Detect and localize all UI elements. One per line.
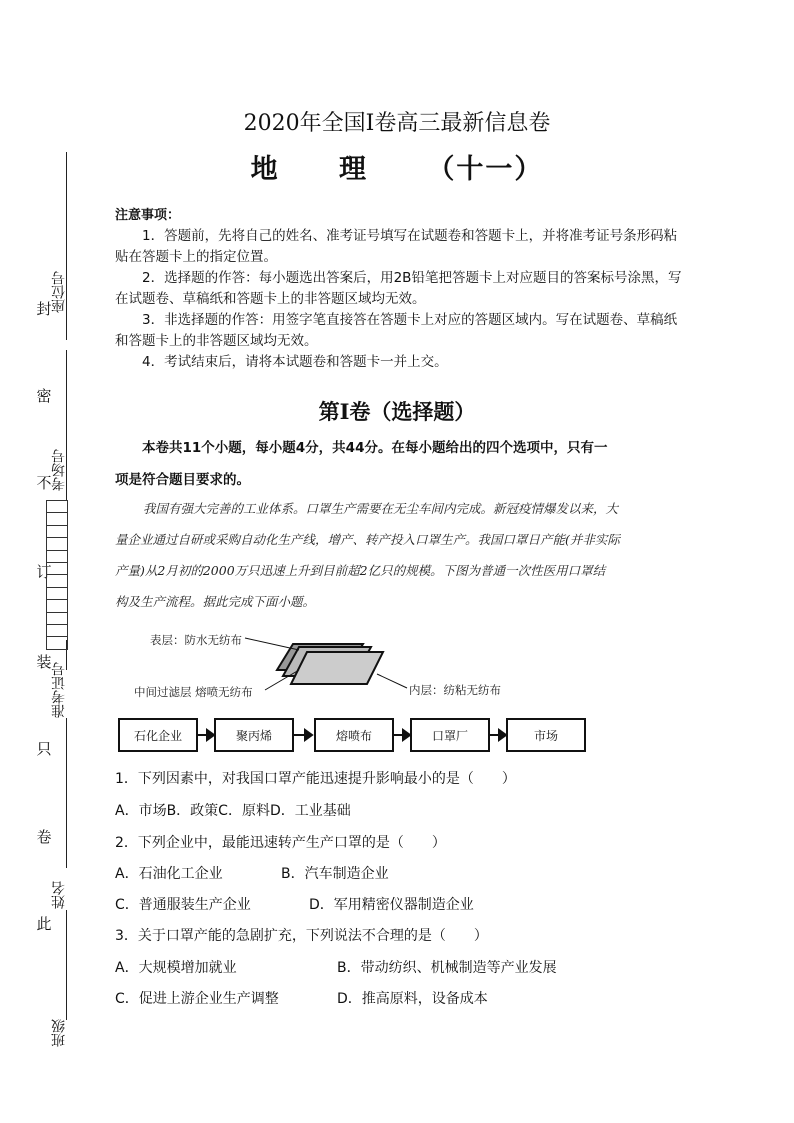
question-2-option-d: D．军用精密仪器制造企业 xyxy=(309,897,474,913)
arrow-3-head xyxy=(403,730,410,740)
question-2-option-a: A．石油化工企业 xyxy=(115,866,223,882)
subject-title xyxy=(0,147,794,186)
class-label: 班级 xyxy=(51,1019,67,1047)
seal-char: 密 xyxy=(36,387,52,405)
leader-line-inner xyxy=(377,674,407,688)
notice-item-1: 1．答题前，先将自己的姓名、准考证号填写在试题卷和答题卡上，并将准考证号条形码粘贴在答题卡上的指定位置。 xyxy=(115,228,678,265)
seal-char: 卷 xyxy=(36,828,52,846)
subject-char-2: 理 xyxy=(339,154,368,185)
question-2-option-c: C．普通服装生产企业 xyxy=(115,897,251,913)
admission-number-label: 准考证号 xyxy=(51,662,67,718)
exam-room-label: 考场号 xyxy=(51,449,67,491)
flow-step-polypropylene: 聚丙烯 xyxy=(214,718,294,752)
seal-char: 订 xyxy=(36,563,52,581)
seal-char: 此 xyxy=(36,915,52,933)
name-label: 姓名 xyxy=(51,881,67,909)
leader-line-top xyxy=(245,638,299,650)
flow-step-mask-factory: 口罩厂 xyxy=(410,718,490,752)
subject-number: （十一） xyxy=(427,154,544,185)
question-1-options: A．市场B．政策C．原料D．工业基础 xyxy=(115,803,351,819)
layer-inner-label: 内层：纺粘无纺布 xyxy=(409,683,501,697)
layer-top-label: 表层：防水无纺布 xyxy=(150,633,242,647)
seal-char: 封 xyxy=(36,300,52,318)
fabric-layer-front xyxy=(291,652,383,684)
arrow-2-head xyxy=(305,730,312,740)
passage-line-4: 构及生产流程。据此完成下面小题。 xyxy=(115,594,316,609)
section-intro-line-2: 项是符合题目要求的。 xyxy=(115,472,250,488)
exam-title: 2020年全国Ⅰ卷高三最新信息卷 xyxy=(243,111,551,136)
flow-step-petrochemical: 石化企业 xyxy=(118,718,198,752)
question-1-stem: 1．下列因素中，对我国口罩产能迅速提升影响最小的是（ ） xyxy=(115,771,516,787)
question-3-option-a: A．大规模增加就业 xyxy=(115,960,237,976)
section-title: 第Ⅰ卷（选择题） xyxy=(318,399,476,424)
binding-line-5 xyxy=(66,910,67,1020)
question-3-option-d: D．推高原料，设备成本 xyxy=(337,991,488,1007)
question-2-stem: 2．下列企业中，最能迅速转产生产口罩的是（ ） xyxy=(115,835,446,851)
notice-item-3: 3．非选择题的作答：用签字笔直接答在答题卡上对应的答题区域内。写在试题卷、草稿纸和答题卡上的非答题区域均无效。 xyxy=(115,312,678,349)
fabric-layers xyxy=(277,644,383,684)
seat-number-label: 座位号 xyxy=(51,271,67,313)
notice-heading: 注意事项： xyxy=(115,208,181,223)
flow-arrows xyxy=(115,718,585,752)
question-3-stem: 3．关于口罩产能的急剧扩充，下列说法不合理的是（ ） xyxy=(115,928,488,944)
layer-middle-label: 中间过滤层 熔喷无纺布 xyxy=(134,685,253,699)
passage-line-2: 量企业通过自研或采购自动化生产线，增产、转产投入口罩生产。我国口罩日产能(并非实际 xyxy=(115,532,620,547)
flow-step-market: 市场 xyxy=(506,718,586,752)
notice-item-4: 4．考试结束后，请将本试题卷和答题卡一并上交。 xyxy=(142,354,448,370)
seal-char: 只 xyxy=(36,740,52,758)
seal-char: 装 xyxy=(36,653,52,671)
question-3-option-b: B．带动纺织、机械制造等产业发展 xyxy=(337,960,557,976)
binding-line-4 xyxy=(66,718,67,868)
question-2-option-b: B．汽车制造企业 xyxy=(281,866,389,882)
section-intro-line-1: 本卷共11个小题，每小题4分，共44分。在每小题给出的四个选项中，只有一 xyxy=(142,440,608,456)
passage-line-3: 产量)从2月初的2000万只迅速上升到目前超2亿只的规模。下图为普通一次性医用口罩结 xyxy=(115,563,606,578)
passage-line-1: 我国有强大完善的工业体系。口罩生产需要在无尘车间内完成。新冠疫情爆发以来，大 xyxy=(143,501,619,516)
question-3-option-c: C．促进上游企业生产调整 xyxy=(115,991,279,1007)
notice-item-2: 2．选择题的作答：每小题选出答案后，用2B铅笔把答题卡上对应题目的答案标号涂黑，写在试题卷、草稿纸和答题卡上的非答题区域均无效。 xyxy=(115,270,682,307)
flow-step-meltblown: 熔喷布 xyxy=(314,718,394,752)
arrow-4-head xyxy=(499,730,506,740)
arrow-1-head xyxy=(207,730,214,740)
seal-char: 不 xyxy=(36,474,52,492)
subject-char-1: 地 xyxy=(250,154,280,185)
number-grid[interactable] xyxy=(46,500,68,650)
